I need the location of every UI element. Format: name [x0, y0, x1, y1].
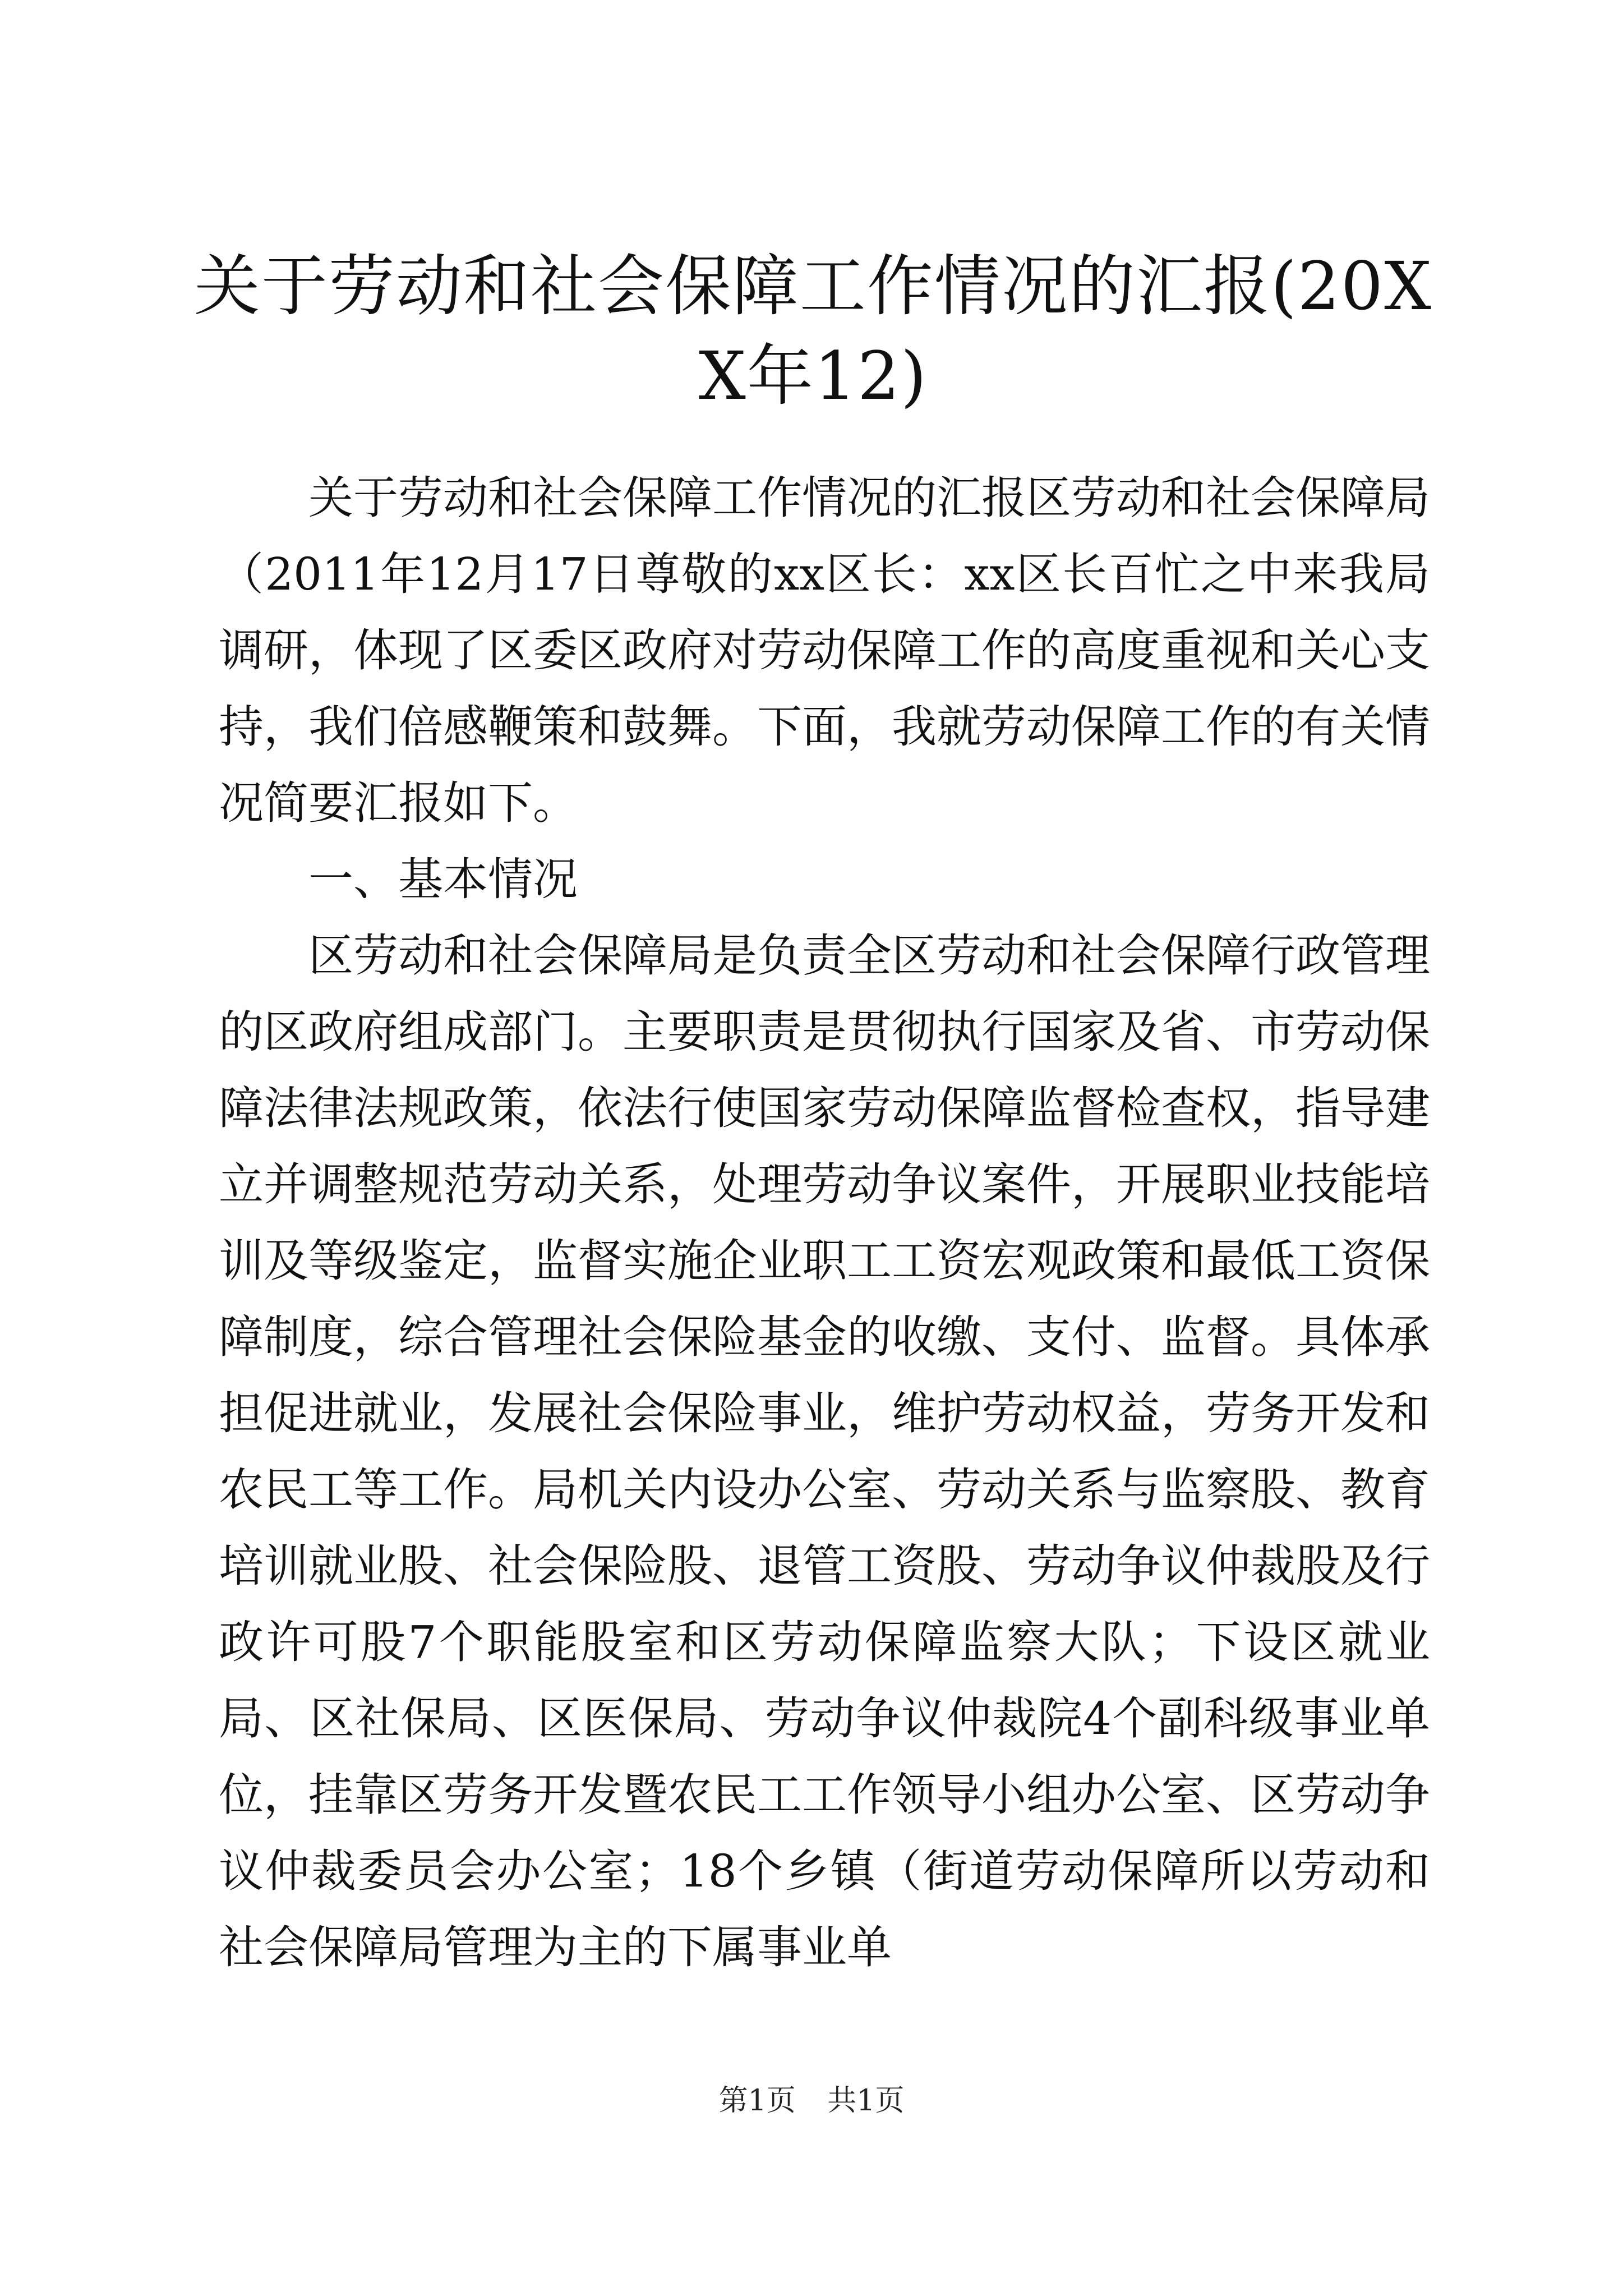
- page-footer: [0, 2081, 1623, 2120]
- page-number-total: 共1页: [827, 2084, 905, 2118]
- page-number-current: 第1页: [718, 2084, 796, 2118]
- paragraph-intro: 关于劳动和社会保障工作情况的汇报区劳动和社会保障局（2011年12月17日尊敬的xx区长：xx区长百忙之中来我局调研，体现了区委区政府对劳动保障工作的高度重视和关心支持，我们倍感鞭策和鼓舞。下面，我就劳动保障工作的有关情况简要汇报如下。: [219, 472, 1430, 829]
- paragraph-basic-info: 区劳动和社会保障局是负责全区劳动和社会保障行政管理的区政府组成部门。主要职责是贯彻执行国家及省、市劳动保障法律法规政策，依法行使国家劳动保障监督检查权，指导建立并调整规范劳动关系，处理劳动争议案件，开展职业技能培训及等级鉴定，监督实施企业职工工资宏观政策和最低工资保障制度，综合管理社会保险基金的收缴、支付、监督。具体承担促进就业，发展社会保险事业，维护劳动权益，劳务开发和农民工等工作。局机关内设办公室、劳动关系与监察股、教育培训就业股、社会保险股、退管工资股、劳动争议仲裁股及行政许可股7个职能股室和区劳动保障监察大队；下设区就业局、区社保局、区医保局、劳动争议仲裁院4个副科级事业单位，挂靠区劳务开发暨农民工工作领导小组办公室、区劳动争议仲裁委员会办公室；18个乡镇（街道劳动保障所以劳动和社会保障局管理为主的下属事业单: [219, 930, 1430, 1973]
- section-heading-basic-info: 一、基本情况: [308, 853, 578, 905]
- document-body: [219, 460, 1430, 1986]
- document-title: 关于劳动和社会保障工作情况的汇报(20XX年12): [193, 247, 1433, 415]
